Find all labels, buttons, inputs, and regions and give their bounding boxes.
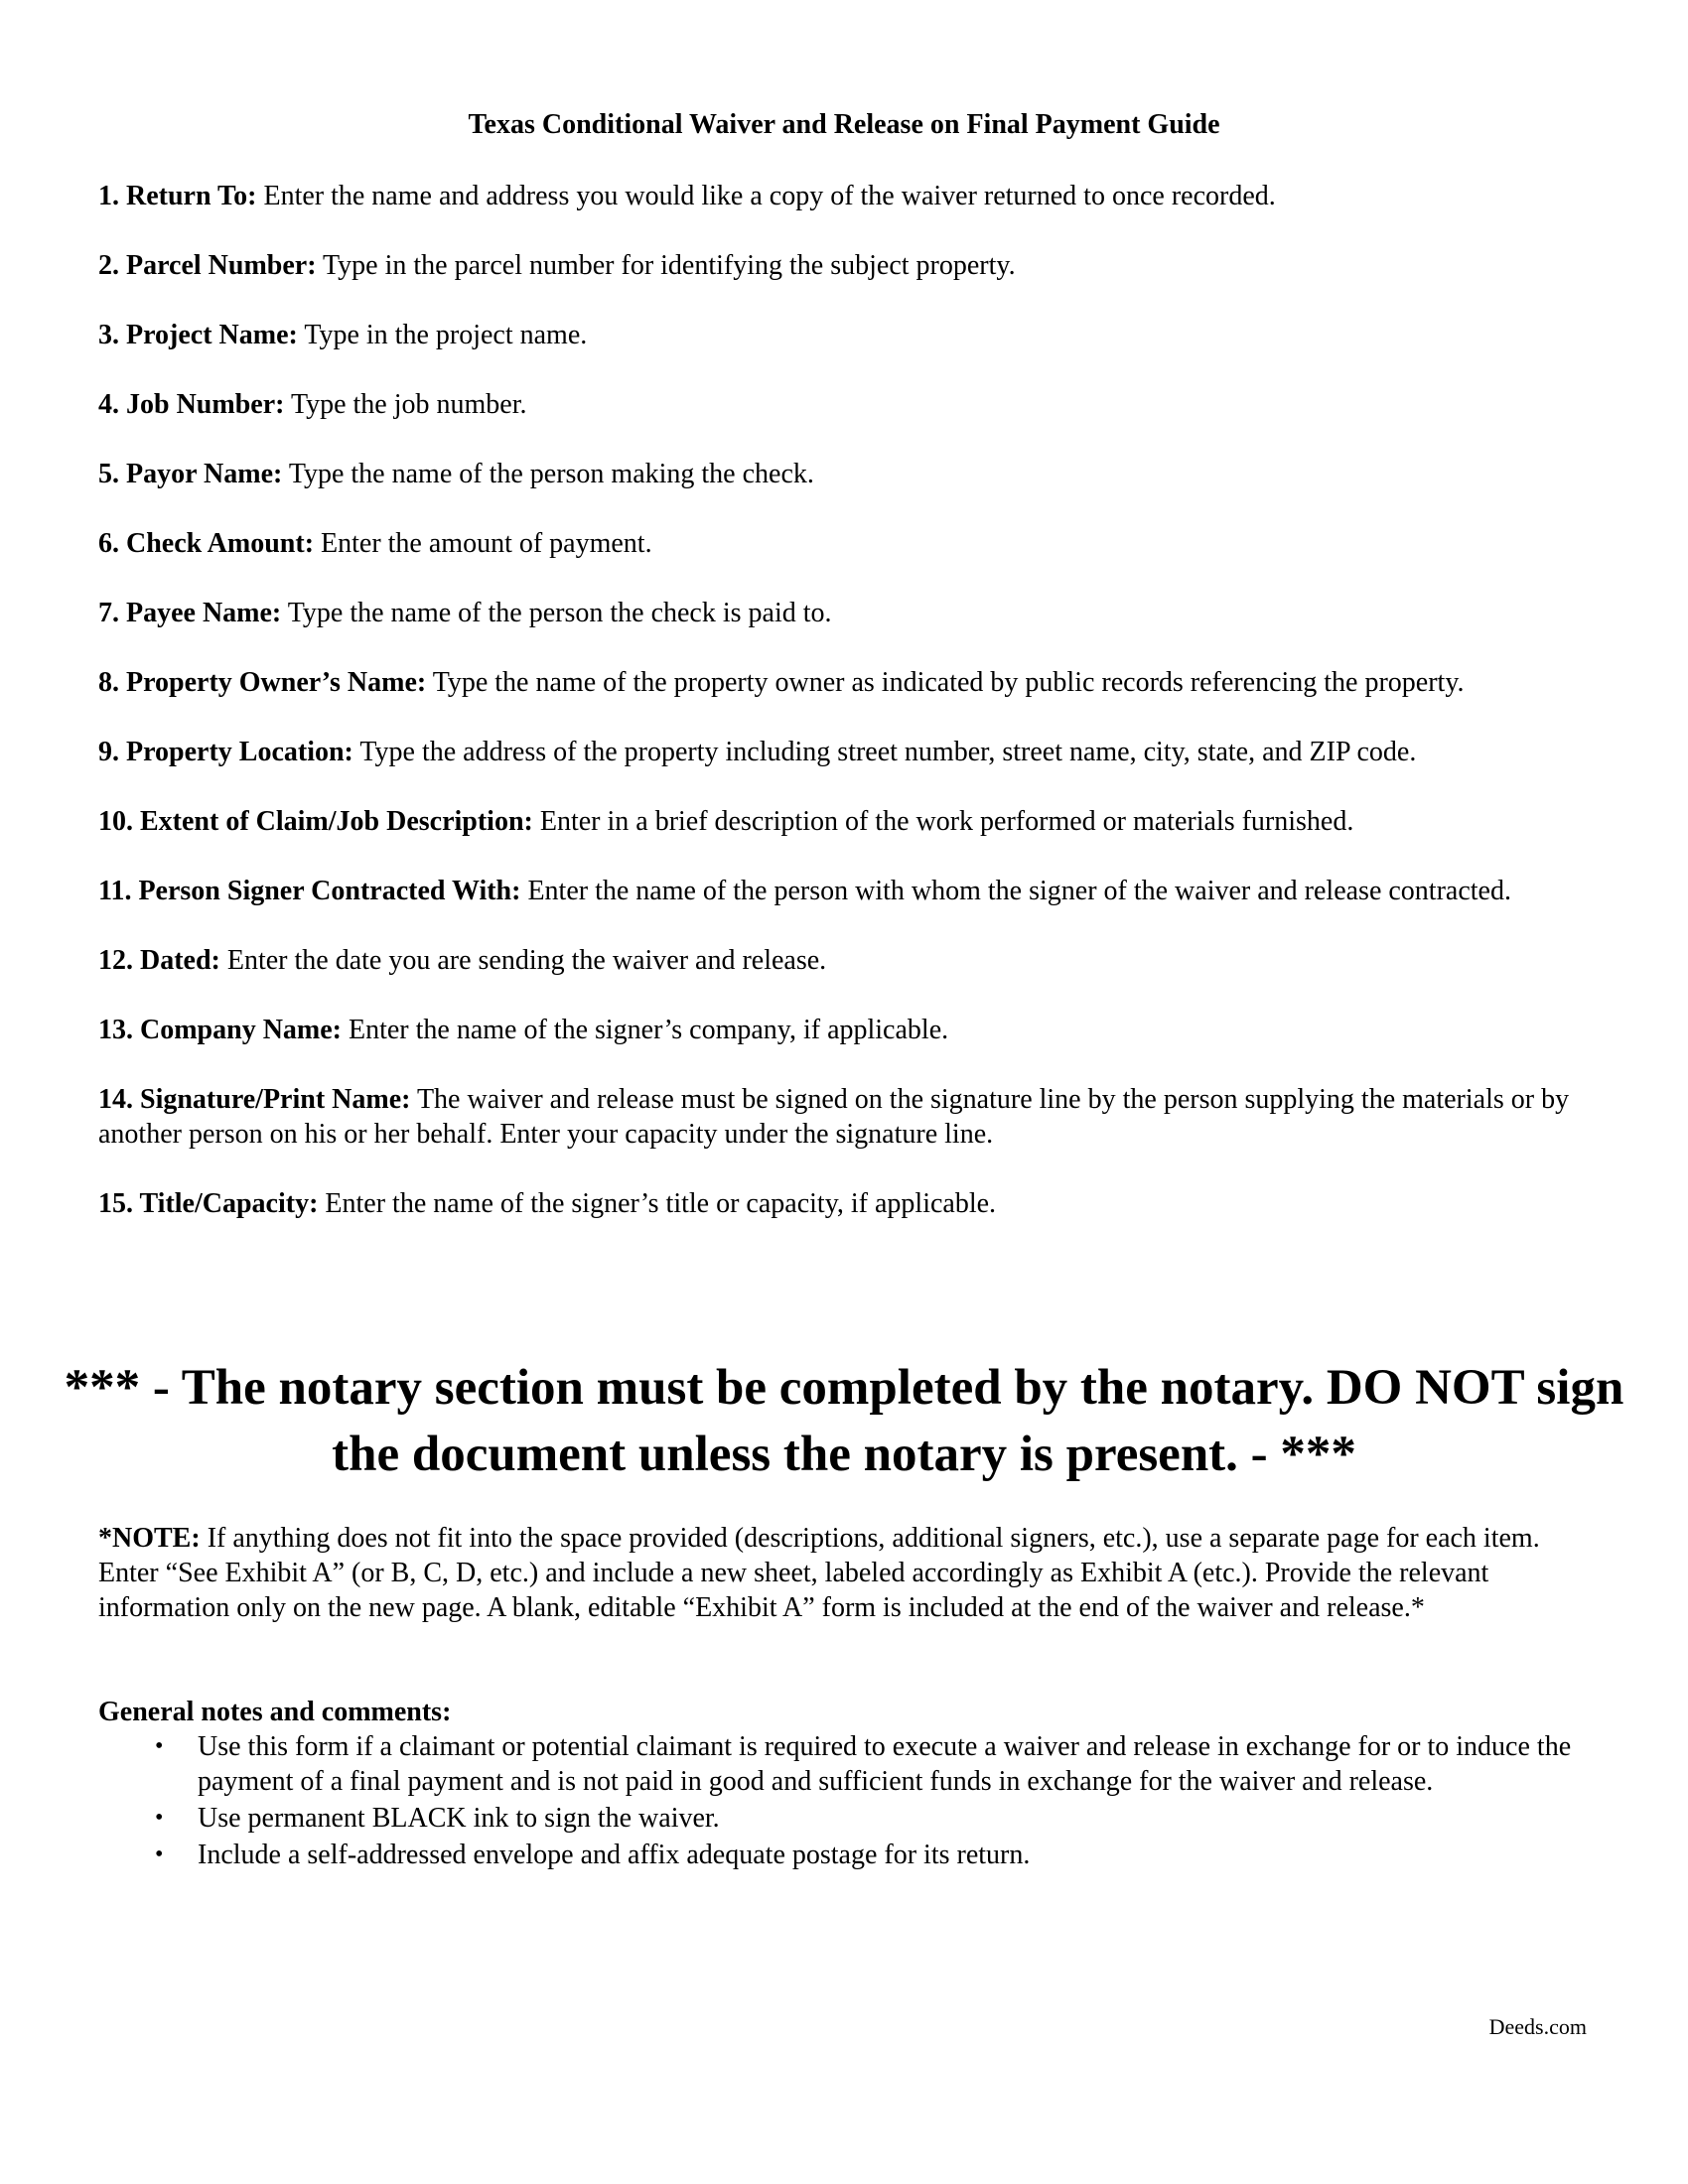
bullet-icon: • [155,1842,164,1867]
instruction-label: 14. Signature/Print Name: [98,1084,411,1115]
general-note-item [98,1838,1588,1872]
instruction-item [98,596,1588,630]
general-note-item [98,1729,1588,1799]
notary-notice: *** - The notary section must be completed by the notary. DO NOT sign the document unless the notary is present. - *** [64,1360,1624,1482]
instruction-item [98,387,1588,422]
general-note-text: Include a self-addressed envelope and affix adequate postage for its return. [198,1840,1031,1870]
instruction-label: 4. Job Number: [98,389,285,420]
instruction-item [98,457,1588,491]
general-note-text: Use permanent BLACK ink to sign the waiver. [198,1803,720,1834]
instruction-text: Enter in a brief description of the work performed or materials furnished. [532,806,1354,837]
bullet-icon: • [155,1733,164,1759]
instruction-text: Type the name of the person making the check. [282,459,814,489]
instruction-text: Type the name of the property owner as indicated by public records referencing the property. [426,667,1465,698]
instruction-label: 11. Person Signer Contracted With: [98,876,521,906]
instruction-label: 15. Title/Capacity: [98,1188,319,1219]
instruction-item [98,1013,1588,1047]
instruction-text: Enter the name of the signer’s company, if applicable. [342,1015,949,1045]
instruction-item [98,1186,1588,1221]
instruction-label: 6. Check Amount: [98,528,315,559]
document-title: Texas Conditional Waiver and Release on Final Payment Guide [468,109,1220,140]
instruction-text: Type the name of the person the check is paid to. [281,598,832,628]
instruction-label: 8. Property Owner’s Name: [98,667,427,698]
general-notes-list [98,1729,1588,1874]
bullet-icon: • [155,1805,164,1831]
instruction-item [98,526,1588,561]
instruction-text: Type in the project name. [297,320,588,350]
instruction-label: 10. Extent of Claim/Job Description: [98,806,533,837]
general-notes-heading: General notes and comments: [98,1697,452,1727]
instruction-text: Enter the name of the signer’s title or capacity, if applicable. [318,1188,997,1219]
instruction-item [98,874,1588,908]
instruction-item [98,804,1588,839]
instruction-label: 2. Parcel Number: [98,250,317,281]
instruction-label: 13. Company Name: [98,1015,342,1045]
instruction-label: 12. Dated: [98,945,220,976]
instruction-text: Type in the parcel number for identifying the subject property. [316,250,1016,281]
exhibit-note [98,1521,1588,1625]
instruction-list [98,179,1588,1256]
instruction-item [98,735,1588,769]
instruction-label: 3. Project Name: [98,320,298,350]
instruction-text: Enter the name and address you would like a copy of the waiver returned to once recorded. [256,181,1276,211]
instruction-text: Enter the amount of payment. [314,528,652,559]
instruction-label: 1. Return To: [98,181,257,211]
note-label: *NOTE: [98,1523,201,1554]
instruction-item [98,665,1588,700]
instruction-text: Type the job number. [284,389,527,420]
instruction-item [98,943,1588,978]
instruction-text: The waiver and release must be signed on the signature line by the person supplying the materials or by another person on his or her behalf. Enter your capacity under the signature line. [98,1084,1570,1150]
instruction-item [98,248,1588,283]
general-note-item [98,1801,1588,1836]
instruction-text: Enter the date you are sending the waiver and release. [219,945,827,976]
instruction-text: Enter the name of the person with whom the signer of the waiver and release contracted. [520,876,1511,906]
footer-source: Deeds.com [1488,2014,1587,2039]
instruction-label: 7. Payee Name: [98,598,282,628]
instruction-item [98,318,1588,352]
general-note-text: Use this form if a claimant or potential claimant is required to execute a waiver and release in exchange for or to induce the payment of a final payment and is not paid in good and sufficient funds in exchange for the waiver and release. [198,1731,1572,1797]
instruction-label: 5. Payor Name: [98,459,283,489]
note-text: If anything does not fit into the space provided (descriptions, additional signers, etc.), use a separate page for each item. Enter “See Exhibit A” (or B, C, D, etc.) and include a new sheet, labeled accordingly as Exhibit A (etc.). Provide the relevant information only on the new page. A blank, editable “Exhibit A” form is included at the end of the waiver and release.* [98,1523,1540,1623]
instruction-text: Type the address of the property including street number, street name, city, state, and ZIP code. [352,737,1417,767]
instruction-item [98,179,1588,213]
instruction-item [98,1082,1588,1152]
instruction-label: 9. Property Location: [98,737,353,767]
